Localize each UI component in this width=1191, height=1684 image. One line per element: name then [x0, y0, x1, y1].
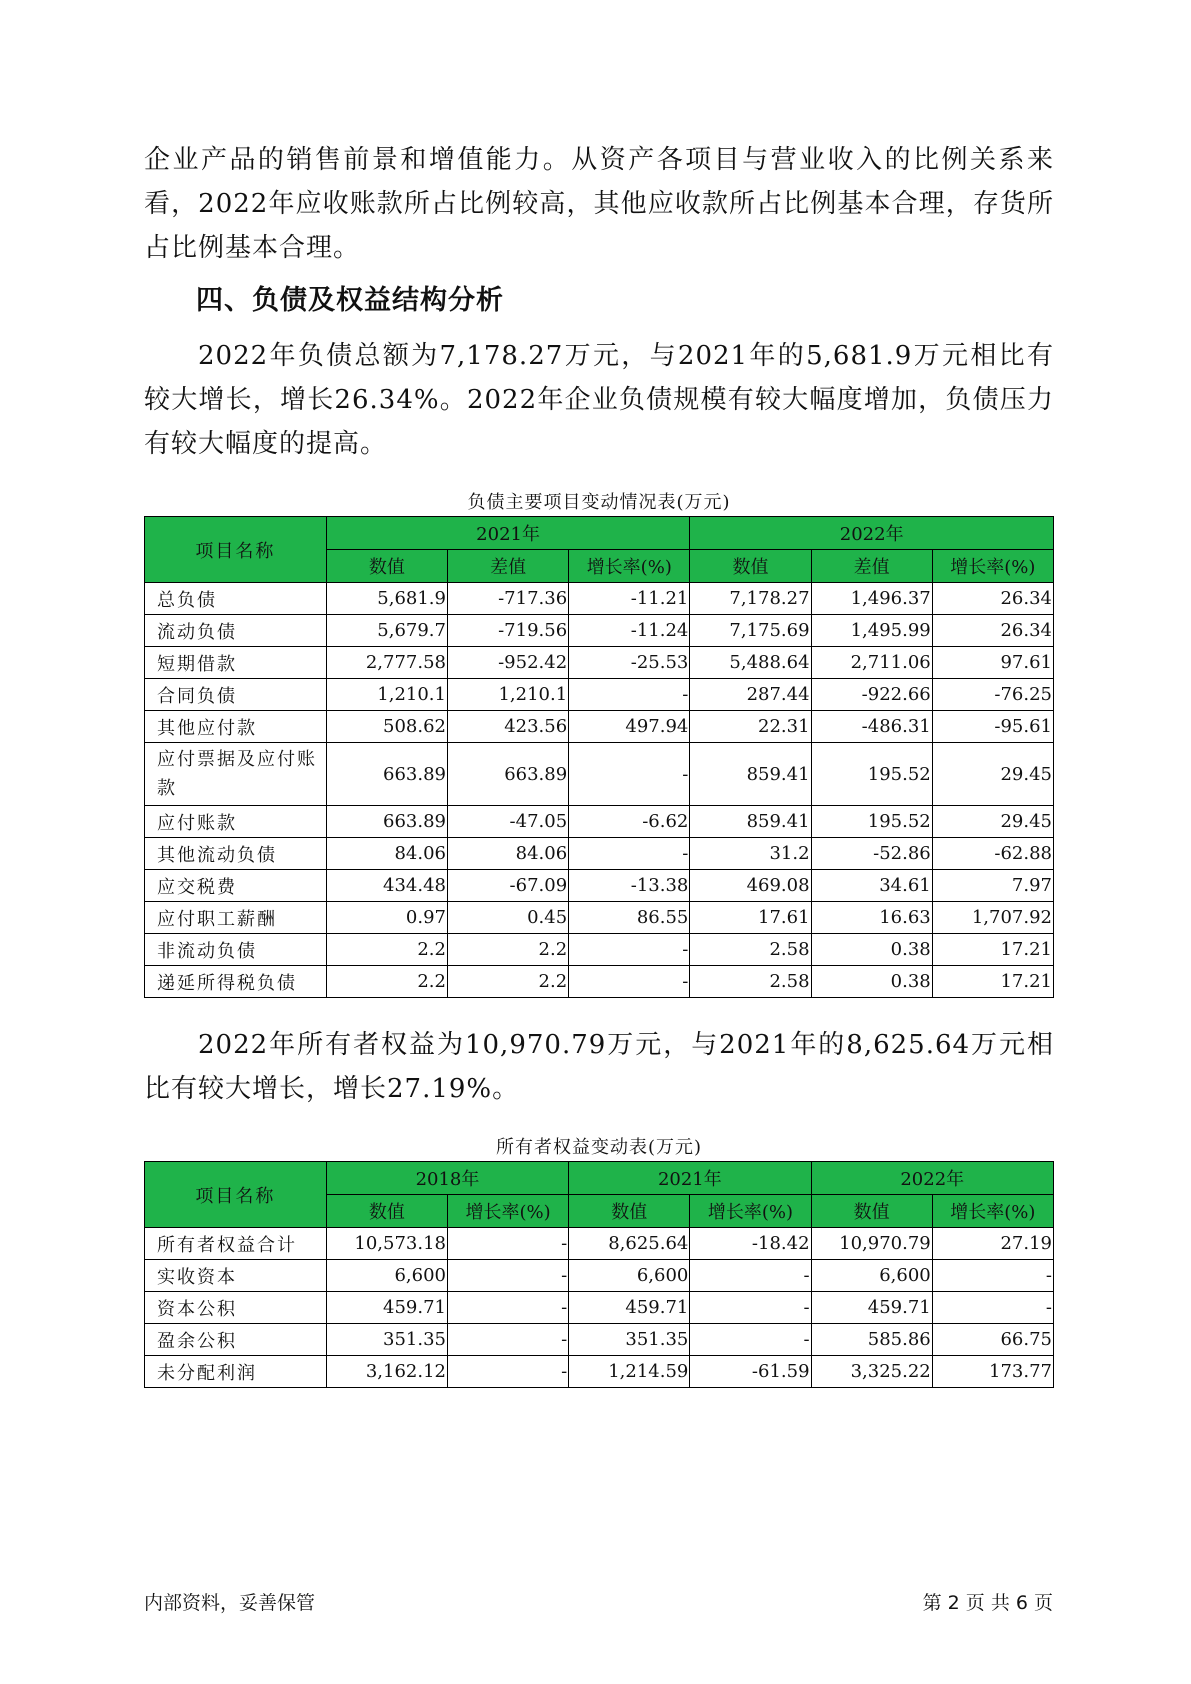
table-row	[145, 902, 1054, 934]
equity-subheader-value: 数值	[326, 1195, 447, 1228]
table-cell: 6,600	[326, 1260, 447, 1292]
table-cell: 2.58	[690, 966, 811, 998]
table-cell: 22.31	[690, 711, 811, 743]
table-cell: 29.45	[932, 743, 1053, 806]
table-row	[145, 711, 1054, 743]
table-cell: -	[447, 1292, 568, 1324]
table-cell: 2.58	[690, 934, 811, 966]
table-cell: -	[447, 1324, 568, 1356]
row-label: 应付票据及应付账款	[145, 743, 327, 806]
table-cell: 2.2	[447, 966, 568, 998]
table-cell: -67.09	[447, 870, 568, 902]
table-row	[145, 615, 1054, 647]
table-cell: 459.71	[811, 1292, 932, 1324]
row-label: 应付职工薪酬	[145, 902, 327, 934]
liability-table	[144, 516, 1054, 998]
table-cell: -6.62	[569, 806, 690, 838]
row-label: 应付账款	[145, 806, 327, 838]
liability-year-2021-header: 2021年	[326, 517, 690, 550]
table-cell: 2.2	[447, 934, 568, 966]
liability-subheader-diff: 差值	[811, 550, 932, 583]
table-cell: 1,210.1	[326, 679, 447, 711]
table-cell: 2.2	[326, 966, 447, 998]
row-label: 递延所得税负债	[145, 966, 327, 998]
table-cell: 10,573.18	[326, 1228, 447, 1260]
table-cell: 1,210.1	[447, 679, 568, 711]
table-cell: 7.97	[932, 870, 1053, 902]
table-cell: -18.42	[690, 1228, 811, 1260]
table-cell: 663.89	[447, 743, 568, 806]
equity-table	[144, 1161, 1054, 1388]
equity-table-body	[145, 1228, 1054, 1388]
table-cell: -	[569, 679, 690, 711]
table-cell: 16.63	[811, 902, 932, 934]
table-cell: -	[569, 743, 690, 806]
table-cell: 287.44	[690, 679, 811, 711]
liability-subheader-value: 数值	[326, 550, 447, 583]
equity-year-2021-header: 2021年	[569, 1162, 811, 1195]
table-row	[145, 1324, 1054, 1356]
table-row	[145, 838, 1054, 870]
table-cell: -	[690, 1260, 811, 1292]
table-cell: -	[447, 1228, 568, 1260]
liability-table-body	[145, 583, 1054, 998]
equity-subheader-growth: 增长率(%)	[932, 1195, 1053, 1228]
table-row	[145, 1260, 1054, 1292]
table-row	[145, 966, 1054, 998]
table-cell: 17.21	[932, 966, 1053, 998]
equity-subheader-growth: 增长率(%)	[447, 1195, 568, 1228]
table-cell: 508.62	[326, 711, 447, 743]
liability-paragraph: 2022年负债总额为7,178.27万元，与2021年的5,681.9万元相比有较大增长，增长26.34%。2022年企业负债规模有较大幅度增加，负债压力有较大幅度的提高。	[144, 341, 1054, 459]
table-cell: 459.71	[569, 1292, 690, 1324]
liability-subheader-growth: 增长率(%)	[932, 550, 1053, 583]
table-cell: 8,625.64	[569, 1228, 690, 1260]
table-cell: -76.25	[932, 679, 1053, 711]
footer-page-number: 第 2 页 共 6 页	[922, 1592, 1053, 1614]
table-cell: 17.61	[690, 902, 811, 934]
table-cell: 2,711.06	[811, 647, 932, 679]
table-cell: 3,325.22	[811, 1356, 932, 1388]
liability-subheader-diff: 差值	[447, 550, 568, 583]
table-row	[145, 1356, 1054, 1388]
equity-year-2022-header: 2022年	[811, 1162, 1053, 1195]
table-cell: 0.38	[811, 934, 932, 966]
table-cell: -52.86	[811, 838, 932, 870]
table-row	[145, 647, 1054, 679]
table-cell: -922.66	[811, 679, 932, 711]
row-label: 应交税费	[145, 870, 327, 902]
equity-name-header: 项目名称	[145, 1162, 327, 1228]
liability-table-caption: 负债主要项目变动情况表(万元)	[467, 492, 731, 513]
table-cell: 469.08	[690, 870, 811, 902]
table-cell: -95.61	[932, 711, 1053, 743]
equity-subheader-value: 数值	[569, 1195, 690, 1228]
table-cell: 5,679.7	[326, 615, 447, 647]
table-cell: 1,496.37	[811, 583, 932, 615]
table-cell: 84.06	[447, 838, 568, 870]
table-cell: -25.53	[569, 647, 690, 679]
table-cell: 423.56	[447, 711, 568, 743]
table-row	[145, 679, 1054, 711]
liability-subheader-growth: 增长率(%)	[569, 550, 690, 583]
table-cell: 17.21	[932, 934, 1053, 966]
table-cell: -	[569, 934, 690, 966]
table-cell: 351.35	[326, 1324, 447, 1356]
table-row	[145, 1228, 1054, 1260]
table-cell: -13.38	[569, 870, 690, 902]
table-cell: 859.41	[690, 806, 811, 838]
table-row	[145, 934, 1054, 966]
table-cell: 173.77	[932, 1356, 1053, 1388]
table-cell: 1,214.59	[569, 1356, 690, 1388]
equity-subheader-value: 数值	[811, 1195, 932, 1228]
table-cell: 663.89	[326, 806, 447, 838]
table-cell: 97.61	[932, 647, 1053, 679]
section-heading: 四、负债及权益结构分析	[196, 285, 504, 316]
table-cell: 2.2	[326, 934, 447, 966]
table-cell: -717.36	[447, 583, 568, 615]
table-cell: -11.24	[569, 615, 690, 647]
table-cell: 1,707.92	[932, 902, 1053, 934]
row-label: 流动负债	[145, 615, 327, 647]
table-cell: -47.05	[447, 806, 568, 838]
row-label: 短期借款	[145, 647, 327, 679]
table-cell: 29.45	[932, 806, 1053, 838]
table-cell: 6,600	[569, 1260, 690, 1292]
equity-paragraph: 2022年所有者权益为10,970.79万元，与2021年的8,625.64万元相比有较大增长，增长27.19%。	[144, 1030, 1054, 1104]
table-cell: 3,162.12	[326, 1356, 447, 1388]
table-cell: 585.86	[811, 1324, 932, 1356]
table-cell: 195.52	[811, 806, 932, 838]
row-label: 实收资本	[145, 1260, 327, 1292]
table-cell: 195.52	[811, 743, 932, 806]
table-cell: -952.42	[447, 647, 568, 679]
liability-name-header: 项目名称	[145, 517, 327, 583]
footer-confidential-note: 内部资料，妥善保管	[144, 1592, 316, 1614]
table-cell: 5,681.9	[326, 583, 447, 615]
table-cell: 66.75	[932, 1324, 1053, 1356]
liability-year-2022-header: 2022年	[690, 517, 1054, 550]
table-cell: -719.56	[447, 615, 568, 647]
table-cell: -61.59	[690, 1356, 811, 1388]
table-cell: -	[932, 1292, 1053, 1324]
table-cell: -	[447, 1260, 568, 1292]
table-cell: 26.34	[932, 615, 1053, 647]
intro-paragraph: 企业产品的销售前景和增值能力。从资产各项目与营业收入的比例关系来看，2022年应收账款所占比例较高，其他应收款所占比例基本合理，存货所占比例基本合理。	[144, 145, 1054, 263]
row-label: 未分配利润	[145, 1356, 327, 1388]
table-cell: -	[447, 1356, 568, 1388]
table-cell: 859.41	[690, 743, 811, 806]
row-label: 资本公积	[145, 1292, 327, 1324]
table-cell: -	[569, 966, 690, 998]
table-cell: -11.21	[569, 583, 690, 615]
table-cell: 10,970.79	[811, 1228, 932, 1260]
table-cell: 34.61	[811, 870, 932, 902]
row-label: 合同负债	[145, 679, 327, 711]
table-cell: 351.35	[569, 1324, 690, 1356]
row-label: 非流动负债	[145, 934, 327, 966]
table-cell: -486.31	[811, 711, 932, 743]
table-cell: 5,488.64	[690, 647, 811, 679]
table-cell: -	[932, 1260, 1053, 1292]
table-cell: 497.94	[569, 711, 690, 743]
table-cell: 86.55	[569, 902, 690, 934]
table-cell: 6,600	[811, 1260, 932, 1292]
row-label: 其他流动负债	[145, 838, 327, 870]
liability-subheader-value: 数值	[690, 550, 811, 583]
equity-year-2018-header: 2018年	[326, 1162, 568, 1195]
table-cell: 1,495.99	[811, 615, 932, 647]
equity-subheader-growth: 增长率(%)	[690, 1195, 811, 1228]
table-cell: 7,178.27	[690, 583, 811, 615]
table-cell: 0.38	[811, 966, 932, 998]
table-row	[145, 806, 1054, 838]
table-cell: 31.2	[690, 838, 811, 870]
table-cell: 7,175.69	[690, 615, 811, 647]
row-label: 其他应付款	[145, 711, 327, 743]
table-cell: -62.88	[932, 838, 1053, 870]
table-cell: -	[569, 838, 690, 870]
table-cell: 0.45	[447, 902, 568, 934]
table-row	[145, 743, 1054, 806]
table-cell: 27.19	[932, 1228, 1053, 1260]
row-label: 所有者权益合计	[145, 1228, 327, 1260]
table-row	[145, 1292, 1054, 1324]
table-cell: 0.97	[326, 902, 447, 934]
table-row	[145, 583, 1054, 615]
table-cell: 459.71	[326, 1292, 447, 1324]
row-label: 总负债	[145, 583, 327, 615]
table-cell: 2,777.58	[326, 647, 447, 679]
table-cell: 434.48	[326, 870, 447, 902]
equity-table-caption: 所有者权益变动表(万元)	[495, 1137, 703, 1158]
table-row	[145, 870, 1054, 902]
table-cell: -	[690, 1324, 811, 1356]
table-cell: 663.89	[326, 743, 447, 806]
row-label: 盈余公积	[145, 1324, 327, 1356]
table-cell: -	[690, 1292, 811, 1324]
table-cell: 84.06	[326, 838, 447, 870]
table-cell: 26.34	[932, 583, 1053, 615]
